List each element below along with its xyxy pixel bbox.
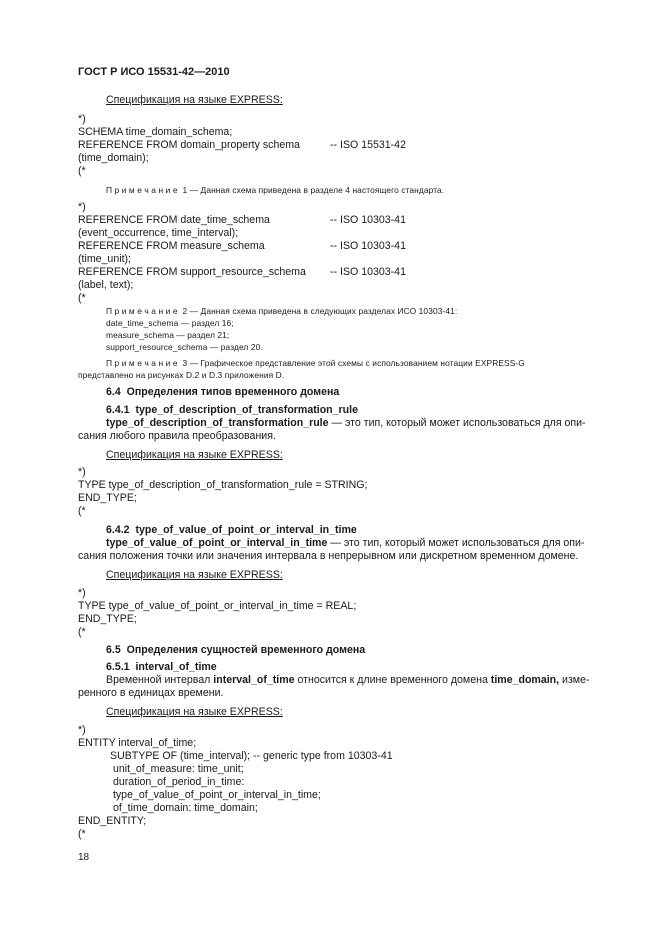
defined-term: time_domain, [490, 674, 560, 686]
subsection-heading: 6.4.1 type_of_description_of_transformation_rule [106, 404, 358, 416]
spec-label: Спецификация на языке EXPRESS: [106, 449, 283, 461]
note-1 [106, 184, 444, 197]
iso-reference: -- ISO 10303-41 [330, 214, 406, 226]
subsection-heading: 6.4.2 type_of_value_of_point_or_interval_in_time [106, 524, 357, 536]
code-line: END_TYPE; [78, 492, 137, 504]
code-line: TYPE type_of_value_of_point_or_interval_in_time = REAL; [78, 600, 357, 612]
code-line: (time_domain); [78, 152, 149, 164]
code-line: type_of_value_of_point_or_interval_in_time; [110, 789, 321, 801]
iso-reference: -- ISO 15531-42 [330, 139, 406, 151]
note-text: 3 — Графическое представление этой схемы с использованием нотации EXPRESS-G [177, 358, 525, 368]
definition-paragraph [106, 417, 586, 430]
section-heading: 6.4 Определения типов временного домена [106, 386, 340, 398]
code-line: unit_of_measure: time_unit; [110, 763, 244, 775]
defined-term: interval_of_time [213, 674, 295, 686]
code-line: END_TYPE; [78, 613, 137, 625]
code-line: duration_of_period_in_time: [110, 776, 245, 788]
note-label: П р и м е ч а н и е [106, 358, 178, 368]
code-line: REFERENCE FROM domain_property schema [78, 139, 300, 151]
code-line: (* [78, 626, 86, 638]
code-line: (time_unit); [78, 253, 131, 265]
iso-reference: -- ISO 10303-41 [330, 266, 406, 278]
code-line: ENTITY interval_of_time; [78, 737, 197, 749]
note-3-line: представлено на рисунках D.2 и D.3 приложения D. [78, 370, 285, 380]
code-line: *) [78, 587, 86, 599]
code-line: REFERENCE FROM measure_schema [78, 240, 265, 252]
definition-text: — это тип, который может использоваться для опи- [328, 417, 586, 429]
defined-term: type_of_description_of_transformation_rule [106, 417, 329, 429]
code-line: REFERENCE FROM date_time_schema [78, 214, 270, 226]
definition-paragraph [106, 674, 590, 687]
note-2-line: date_time_schema — раздел 16; [106, 318, 234, 328]
definition-text: изме- [559, 674, 590, 686]
code-line: (* [78, 828, 86, 840]
code-line: SCHEMA time_domain_schema; [78, 126, 233, 138]
code-line: (* [78, 505, 86, 517]
note-2-line: support_resource_schema — раздел 20. [106, 342, 263, 352]
code-line: (* [78, 165, 86, 177]
code-line: END_ENTITY; [78, 815, 147, 827]
code-line: of_time_domain: time_domain; [110, 802, 258, 814]
note-2-line: measure_schema — раздел 21; [106, 330, 230, 340]
page-number: 18 [78, 852, 90, 863]
code-line: SUBTYPE OF (time_interval); -- generic type from 10303-41 [110, 750, 393, 762]
code-line: (label, text); [78, 279, 134, 291]
definition-paragraph [106, 537, 584, 550]
code-line: *) [78, 724, 86, 736]
definition-text: сания положения точки или значения интервала в непрерывном или дискретном временном домене. [78, 550, 579, 562]
code-line: (event_occurrence, time_interval); [78, 227, 239, 239]
code-line: (* [78, 292, 86, 304]
subsection-heading: 6.5.1 interval_of_time [106, 661, 217, 673]
note-text: 1 — Данная схема приведена в разделе 4 настоящего стандарта. [177, 185, 445, 195]
code-line: *) [78, 201, 86, 213]
code-line: TYPE type_of_description_of_transformation_rule = STRING; [78, 479, 368, 491]
code-line: REFERENCE FROM support_resource_schema [78, 266, 306, 278]
note-label: П р и м е ч а н и е [106, 306, 178, 316]
section-heading: 6.5 Определения сущностей временного домена [106, 644, 366, 656]
definition-text: сания любого правила преобразования. [78, 430, 276, 442]
document-header: ГОСТ Р ИСО 15531-42—2010 [78, 66, 230, 78]
spec-label: Спецификация на языке EXPRESS: [106, 706, 283, 718]
note-text: 2 — Данная схема приведена в следующих разделах ИСО 10303-41: [177, 306, 458, 316]
definition-text: относится к длине временного домена [294, 674, 491, 686]
iso-reference: -- ISO 10303-41 [330, 240, 406, 252]
code-line: *) [78, 113, 86, 125]
defined-term: type_of_value_of_point_or_interval_in_time [106, 537, 328, 549]
code-line: *) [78, 466, 86, 478]
definition-text: — это тип, который может использоваться для опи- [327, 537, 585, 549]
spec-label: Спецификация на языке EXPRESS: [106, 569, 283, 581]
definition-text: Временной интервал [106, 674, 214, 686]
spec-label: Спецификация на языке EXPRESS: [106, 94, 283, 106]
definition-text: ренного в единицах времени. [78, 687, 224, 699]
note-label: П р и м е ч а н и е [106, 185, 178, 195]
